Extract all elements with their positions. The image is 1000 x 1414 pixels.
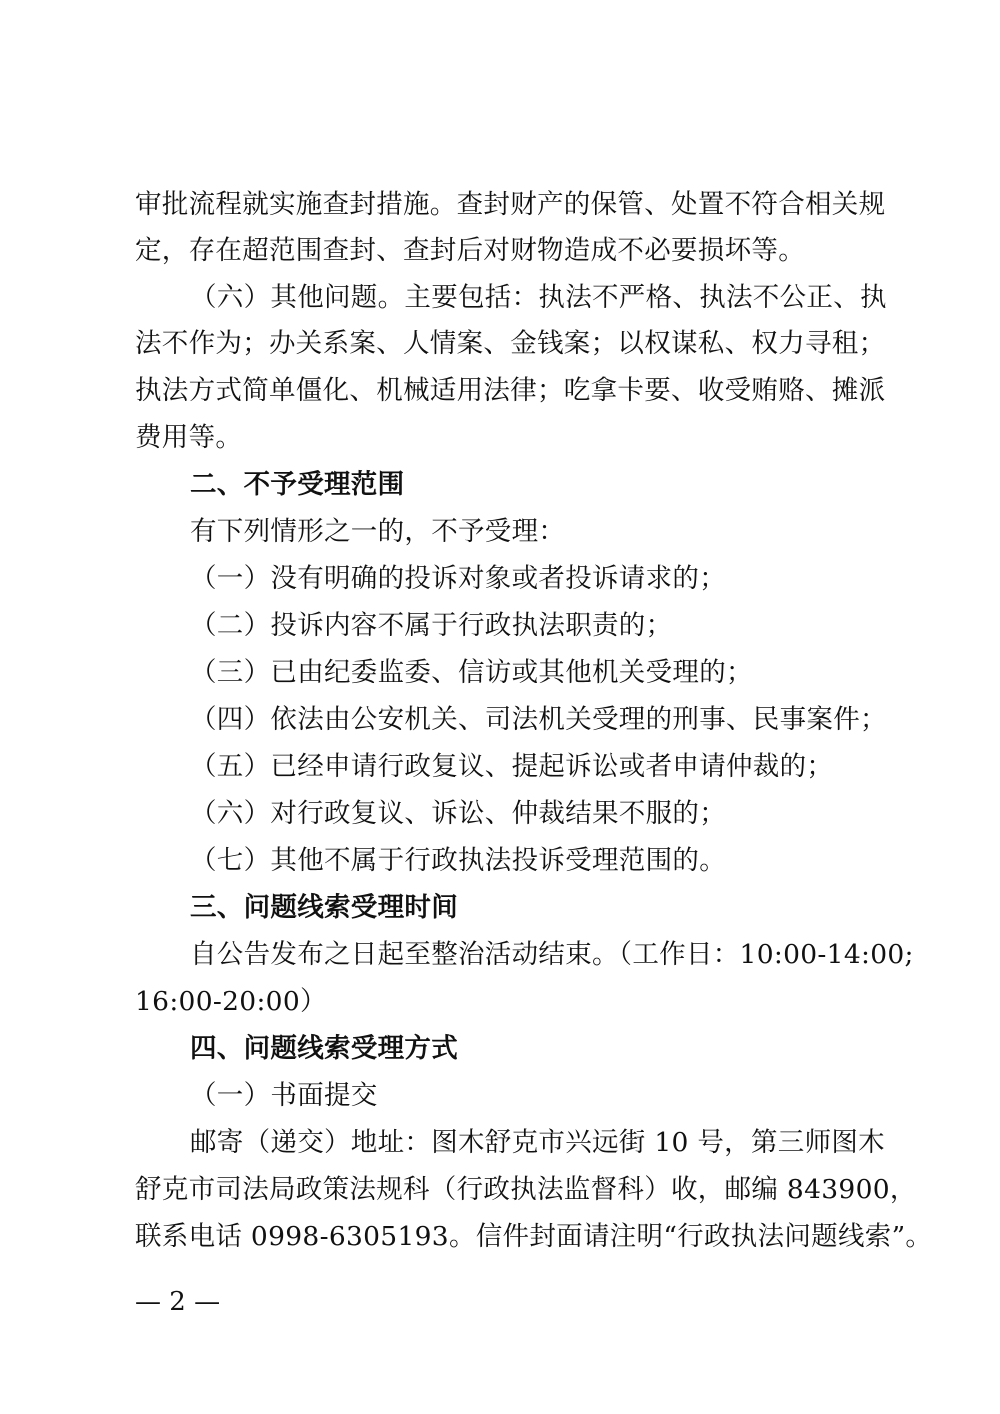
paragraph-line: 执法方式简单僵化、机械适用法律；吃拿卡要、收受贿赂、摊派 bbox=[135, 375, 886, 406]
paragraph-line: 联系电话 0998-6305193。信件封面请注明“行政执法问题线索”。 bbox=[135, 1221, 933, 1252]
section-heading: 三、问题线索受理时间 bbox=[190, 892, 458, 923]
paragraph-line: 费用等。 bbox=[135, 422, 243, 453]
list-item: （四）依法由公安机关、司法机关受理的刑事、民事案件； bbox=[190, 704, 887, 735]
paragraph-line: 审批流程就实施查封措施。查封财产的保管、处置不符合相关规 bbox=[135, 189, 886, 220]
paragraph-line: 定，存在超范围查封、查封后对财物造成不必要损坏等。 bbox=[135, 235, 805, 266]
page-number: — 2 — bbox=[135, 1287, 221, 1317]
list-item: （六）对行政复议、诉讼、仲裁结果不服的； bbox=[190, 798, 726, 829]
paragraph-line: 舒克市司法局政策法规科（行政执法监督科）收，邮编 843900， bbox=[135, 1174, 917, 1205]
list-item: （七）其他不属于行政执法投诉受理范围的。 bbox=[190, 845, 726, 876]
list-item: （五）已经申请行政复议、提起诉讼或者申请仲裁的； bbox=[190, 751, 834, 782]
paragraph-line: 自公告发布之日起至整治活动结束。（工作日：10:00-14:00; bbox=[190, 939, 914, 970]
paragraph-line: 有下列情形之一的，不予受理： bbox=[190, 516, 566, 547]
paragraph-line: 邮寄（递交）地址：图木舒克市兴远街 10 号，第三师图木 bbox=[190, 1127, 885, 1158]
paragraph-line: （六）其他问题。主要包括：执法不严格、执法不公正、执 bbox=[190, 282, 887, 313]
section-heading: 四、问题线索受理方式 bbox=[190, 1033, 458, 1064]
list-item: （三）已由纪委监委、信访或其他机关受理的； bbox=[190, 657, 753, 688]
paragraph-line: 法不作为；办关系案、人情案、金钱案；以权谋私、权力寻租； bbox=[135, 328, 886, 359]
list-item: （一）没有明确的投诉对象或者投诉请求的； bbox=[190, 563, 726, 594]
subsection-heading: （一）书面提交 bbox=[190, 1080, 378, 1111]
list-item: （二）投诉内容不属于行政执法职责的； bbox=[190, 610, 673, 641]
section-heading: 二、不予受理范围 bbox=[190, 469, 405, 500]
paragraph-line: 16:00-20:00） bbox=[135, 986, 327, 1017]
